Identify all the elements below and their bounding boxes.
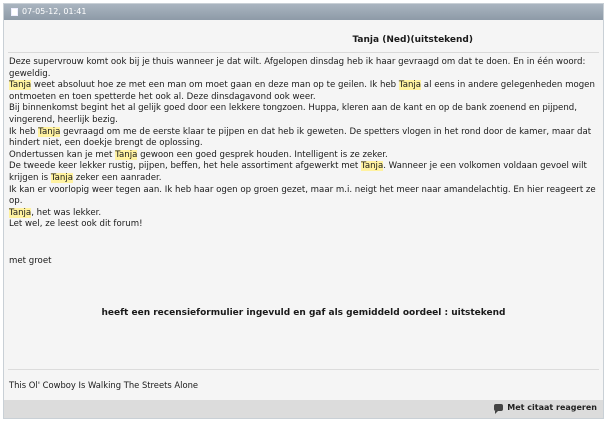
paragraph-text: zeker een aanrader. — [73, 172, 162, 183]
divider — [8, 52, 599, 53]
paragraph-text: weet absoluut hoe ze met een man om moet gaan en deze man op te geilen. Ik heb — [31, 80, 399, 91]
reply-with-quote-button[interactable] — [494, 403, 597, 412]
highlighted-name: Tanja — [9, 207, 32, 218]
greeting: met groet — [9, 256, 52, 266]
paragraph-text: Ondertussen kan je met — [9, 149, 116, 160]
highlighted-name: Tanja — [361, 161, 384, 172]
post-paragraph — [9, 161, 599, 184]
highlighted-name: Tanja — [38, 126, 61, 137]
divider — [8, 369, 599, 370]
paragraph-text: Let wel, ze leest ook dit forum! — [9, 219, 143, 230]
paragraph-text: Ik heb — [9, 126, 39, 137]
document-icon — [11, 8, 18, 16]
post-paragraph — [9, 185, 599, 208]
paragraph-text: Deze supervrouw komt ook bij je thuis wanneer je dat wilt. Afgelopen dinsdag heb ik haar gevraagd om dat te doen. En in één woord: geweldig. — [9, 57, 586, 79]
post-paragraph — [9, 80, 599, 103]
post-container — [3, 3, 604, 419]
post-date: 07-05-12, 01:41 — [22, 7, 87, 16]
post-body — [9, 57, 599, 231]
paragraph-text: De tweede keer lekker rustig, pijpen, beffen, het hele assortiment afgewerkt met — [9, 161, 362, 172]
paragraph-text: , het was lekker. — [31, 207, 102, 218]
paragraph-text: Ik kan er voorlopig weer tegen aan. Ik heb haar ogen op groen gezet, maar m.i. neigt het meer naar amandelachtig. En hier reageert ze op. — [9, 184, 596, 207]
post-paragraph — [9, 219, 599, 231]
signature: This Ol' Cowboy Is Walking The Streets Alone — [9, 380, 199, 390]
post-header-bar — [4, 4, 603, 20]
post-paragraph — [9, 208, 599, 220]
reply-with-quote-label: Met citaat reageren — [507, 403, 597, 412]
highlighted-name: Tanja — [398, 80, 422, 91]
post-title: Tanja (Ned)(uitstekend) — [352, 35, 473, 45]
speech-bubble-icon — [494, 404, 503, 411]
highlighted-name: Tanja — [9, 80, 32, 91]
post-paragraph — [9, 57, 599, 80]
paragraph-text: gewoon een goed gesprek houden. Intelligent is ze zeker. — [137, 149, 388, 160]
paragraph-text: gevraagd om me de eerste klaar te pijpen en dat heb ik geweten. De spetters vlogen in het rond door de kamer, maar dat hindert niet, een doekje brengt de oplossing. — [9, 126, 592, 149]
paragraph-text: Bij binnenkomst begint het al gelijk goed door een lekkere tongzoen. Huppa, kleren aan de kant en op de bank zoenend en pijpend, vingerend, heerlijk bezig. — [9, 103, 577, 125]
paragraph-text: . Wanneer je een volkomen voldaan gevoel wilt krijgen is — [9, 161, 587, 183]
post-paragraph — [9, 150, 599, 162]
post-paragraph — [9, 127, 599, 150]
post-paragraph — [9, 103, 599, 126]
paragraph-text: al eens in andere gelegenheden mogen ontmoeten en toen spetterde het ook al. Deze dinsdagavond ook weer. — [9, 80, 595, 102]
post-footer — [4, 400, 603, 418]
highlighted-name: Tanja — [115, 149, 138, 160]
review-summary: heeft een recensieformulier ingevuld en gaf als gemiddeld oordeel : uitstekend — [101, 308, 506, 318]
highlighted-name: Tanja — [50, 172, 74, 183]
